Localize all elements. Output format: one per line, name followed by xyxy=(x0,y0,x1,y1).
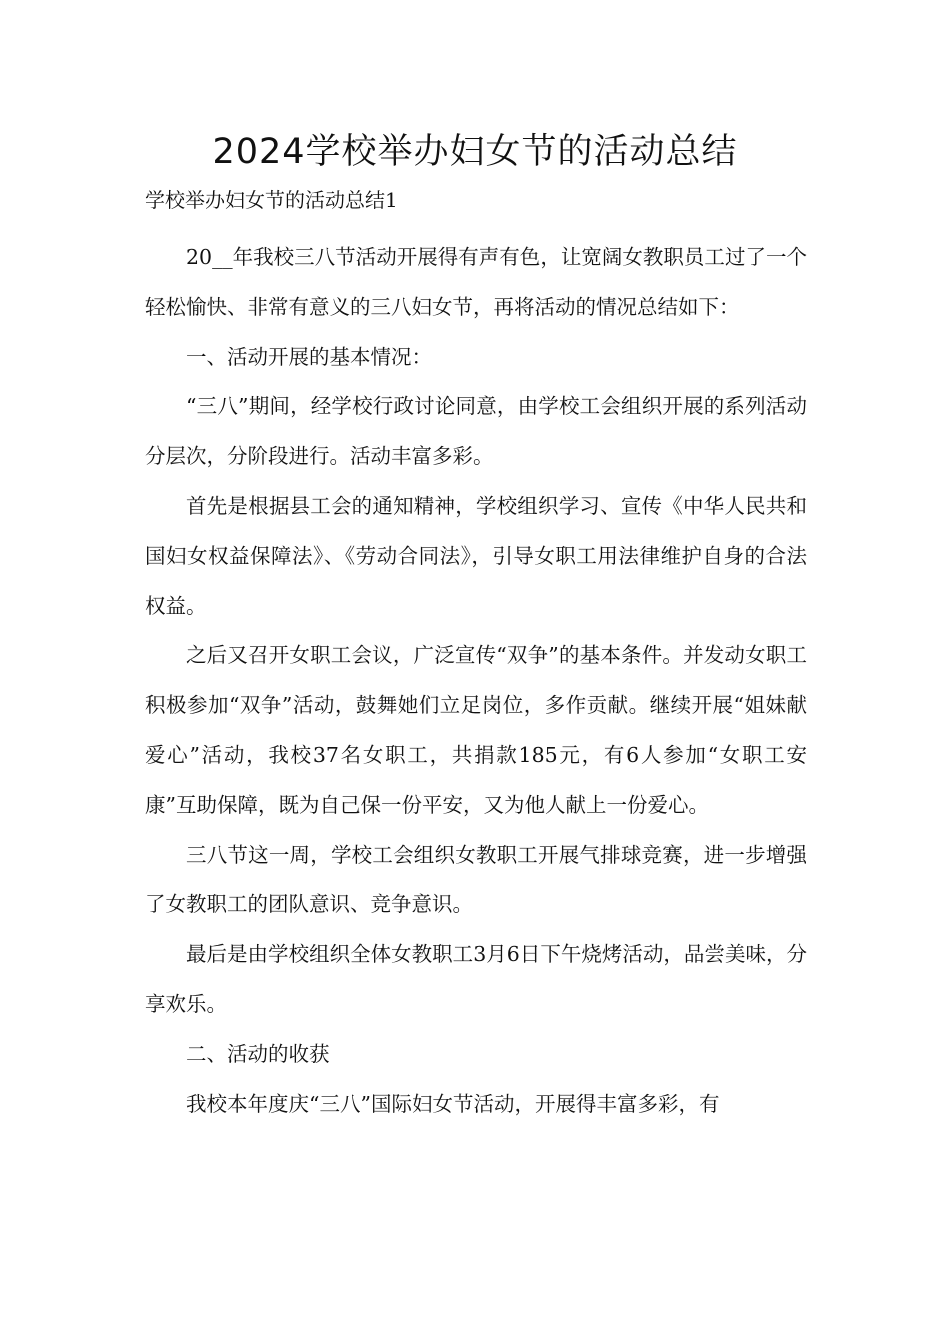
paragraph-activities: “三八”期间，经学校行政讨论同意，由学校工会组织开展的系列活动分层次，分阶段进行。活动丰富多彩。 xyxy=(145,394,807,469)
paragraph-harvest: 我校本年度庆“三八”国际妇女节活动，开展得丰富多彩，有 xyxy=(186,1091,720,1116)
paragraph-law-study: 首先是根据县工会的通知精神，学校组织学习、宣传《中华人民共和国妇女权益保障法》、《劳动合同法》，引导女职工用法律维护自身的合法权益。 xyxy=(145,493,807,618)
document-body xyxy=(145,233,807,1129)
paragraph-barbecue: 最后是由学校组织全体女教职工3月6日下午烧烤活动，品尝美味，分享欢乐。 xyxy=(145,942,807,1016)
section-heading-2: 二、活动的收获 xyxy=(186,1041,330,1066)
document-subtitle: 学校举办妇女节的活动总结1 xyxy=(145,188,398,212)
paragraph-meeting: 之后又召开女职工会议，广泛宣传“双争”的基本条件。并发动女职工积极参加“双争”活动，鼓舞她们立足岗位，多作贡献。继续开展“姐妹献爱心”活动，我校37名女职工，共捐款185元，有6人参加“女职工安康”互助保障，既为自己保一份平安，又为他人献上一份爱心。 xyxy=(145,643,807,817)
paragraph-volleyball: 三八节这一周，学校工会组织女教职工开展气排球竞赛，进一步增强了女教职工的团队意识、竞争意识。 xyxy=(145,842,807,917)
section-heading-1: 一、活动开展的基本情况： xyxy=(186,344,432,369)
document-title: 2024学校举办妇女节的活动总结 xyxy=(212,132,738,172)
paragraph-intro: 20__年我校三八节活动开展得有声有色，让宽阔女教职员工过了一个轻松愉快、非常有意义的三八妇女节，再将活动的情况总结如下： xyxy=(145,245,807,319)
